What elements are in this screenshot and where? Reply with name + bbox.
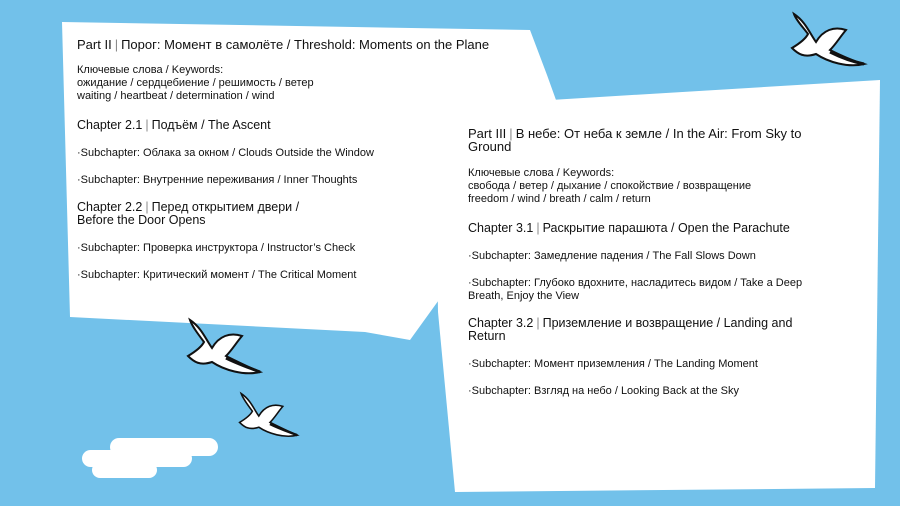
chapter-heading: Chapter 2.2 | Перед открытием двери / Before the Door Opens [77, 200, 300, 227]
keywords-label: Ключевые слова / Keywords: [77, 64, 224, 76]
keywords-ru: ожидание / сердцебиение / решимость / ветер [77, 77, 314, 89]
subchapter: ·Subchapter: Проверка инструктора / Instructor’s Check [77, 242, 356, 254]
part-heading: Part II | Порог: Момент в самолёте / Threshold: Moments on the Plane [77, 37, 490, 52]
keywords-ru: свобода / ветер / дыхание / спокойствие / возвращение [468, 180, 752, 192]
chapter-heading: Chapter 3.1 | Раскрытие парашюта / Open the Parachute [468, 221, 790, 235]
keywords-en: waiting / heartbeat / determination / wind [77, 90, 275, 102]
subchapter: ·Subchapter: Внутренние переживания / Inner Thoughts [77, 174, 358, 186]
subchapter: ·Subchapter: Замедление падения / The Fall Slows Down [468, 250, 756, 262]
keywords-block [77, 64, 517, 103]
bird-icon [188, 320, 260, 373]
part-title: Порог: Момент в самолёте / Threshold: Moments on the Plane [121, 37, 490, 52]
subchapter: ·Subchapter: Облака за окном / Clouds Outside the Window [77, 147, 374, 159]
left-outline [77, 38, 517, 282]
keywords-label: Ключевые слова / Keywords: [468, 167, 615, 179]
subchapter: ·Subchapter: Взгляд на небо / Looking Back at the Sky [468, 385, 739, 397]
chapter-heading: Chapter 3.2 | Приземление и возвращение / Landing and Return [468, 316, 793, 343]
chapter-heading: Chapter 2.1 | Подъём / The Ascent [77, 118, 271, 132]
bird-icon [240, 394, 298, 437]
bird-icon [792, 14, 864, 65]
cloud-icon [82, 438, 218, 478]
keywords-block [468, 167, 838, 206]
part-heading: Part III | В небе: От неба к земле / In the Air: From Sky to Ground [468, 126, 802, 154]
subchapter: ·Subchapter: Критический момент / The Critical Moment [77, 269, 357, 281]
subchapter: ·Subchapter: Момент приземления / The Landing Moment [468, 358, 758, 370]
right-outline [468, 127, 838, 398]
part-number: Part II [77, 37, 112, 52]
subchapter: ·Subchapter: Глубоко вдохните, насладитесь видом / Take a Deep Breath, Enjoy the View [468, 277, 803, 302]
keywords-en: freedom / wind / breath / calm / return [468, 193, 651, 205]
